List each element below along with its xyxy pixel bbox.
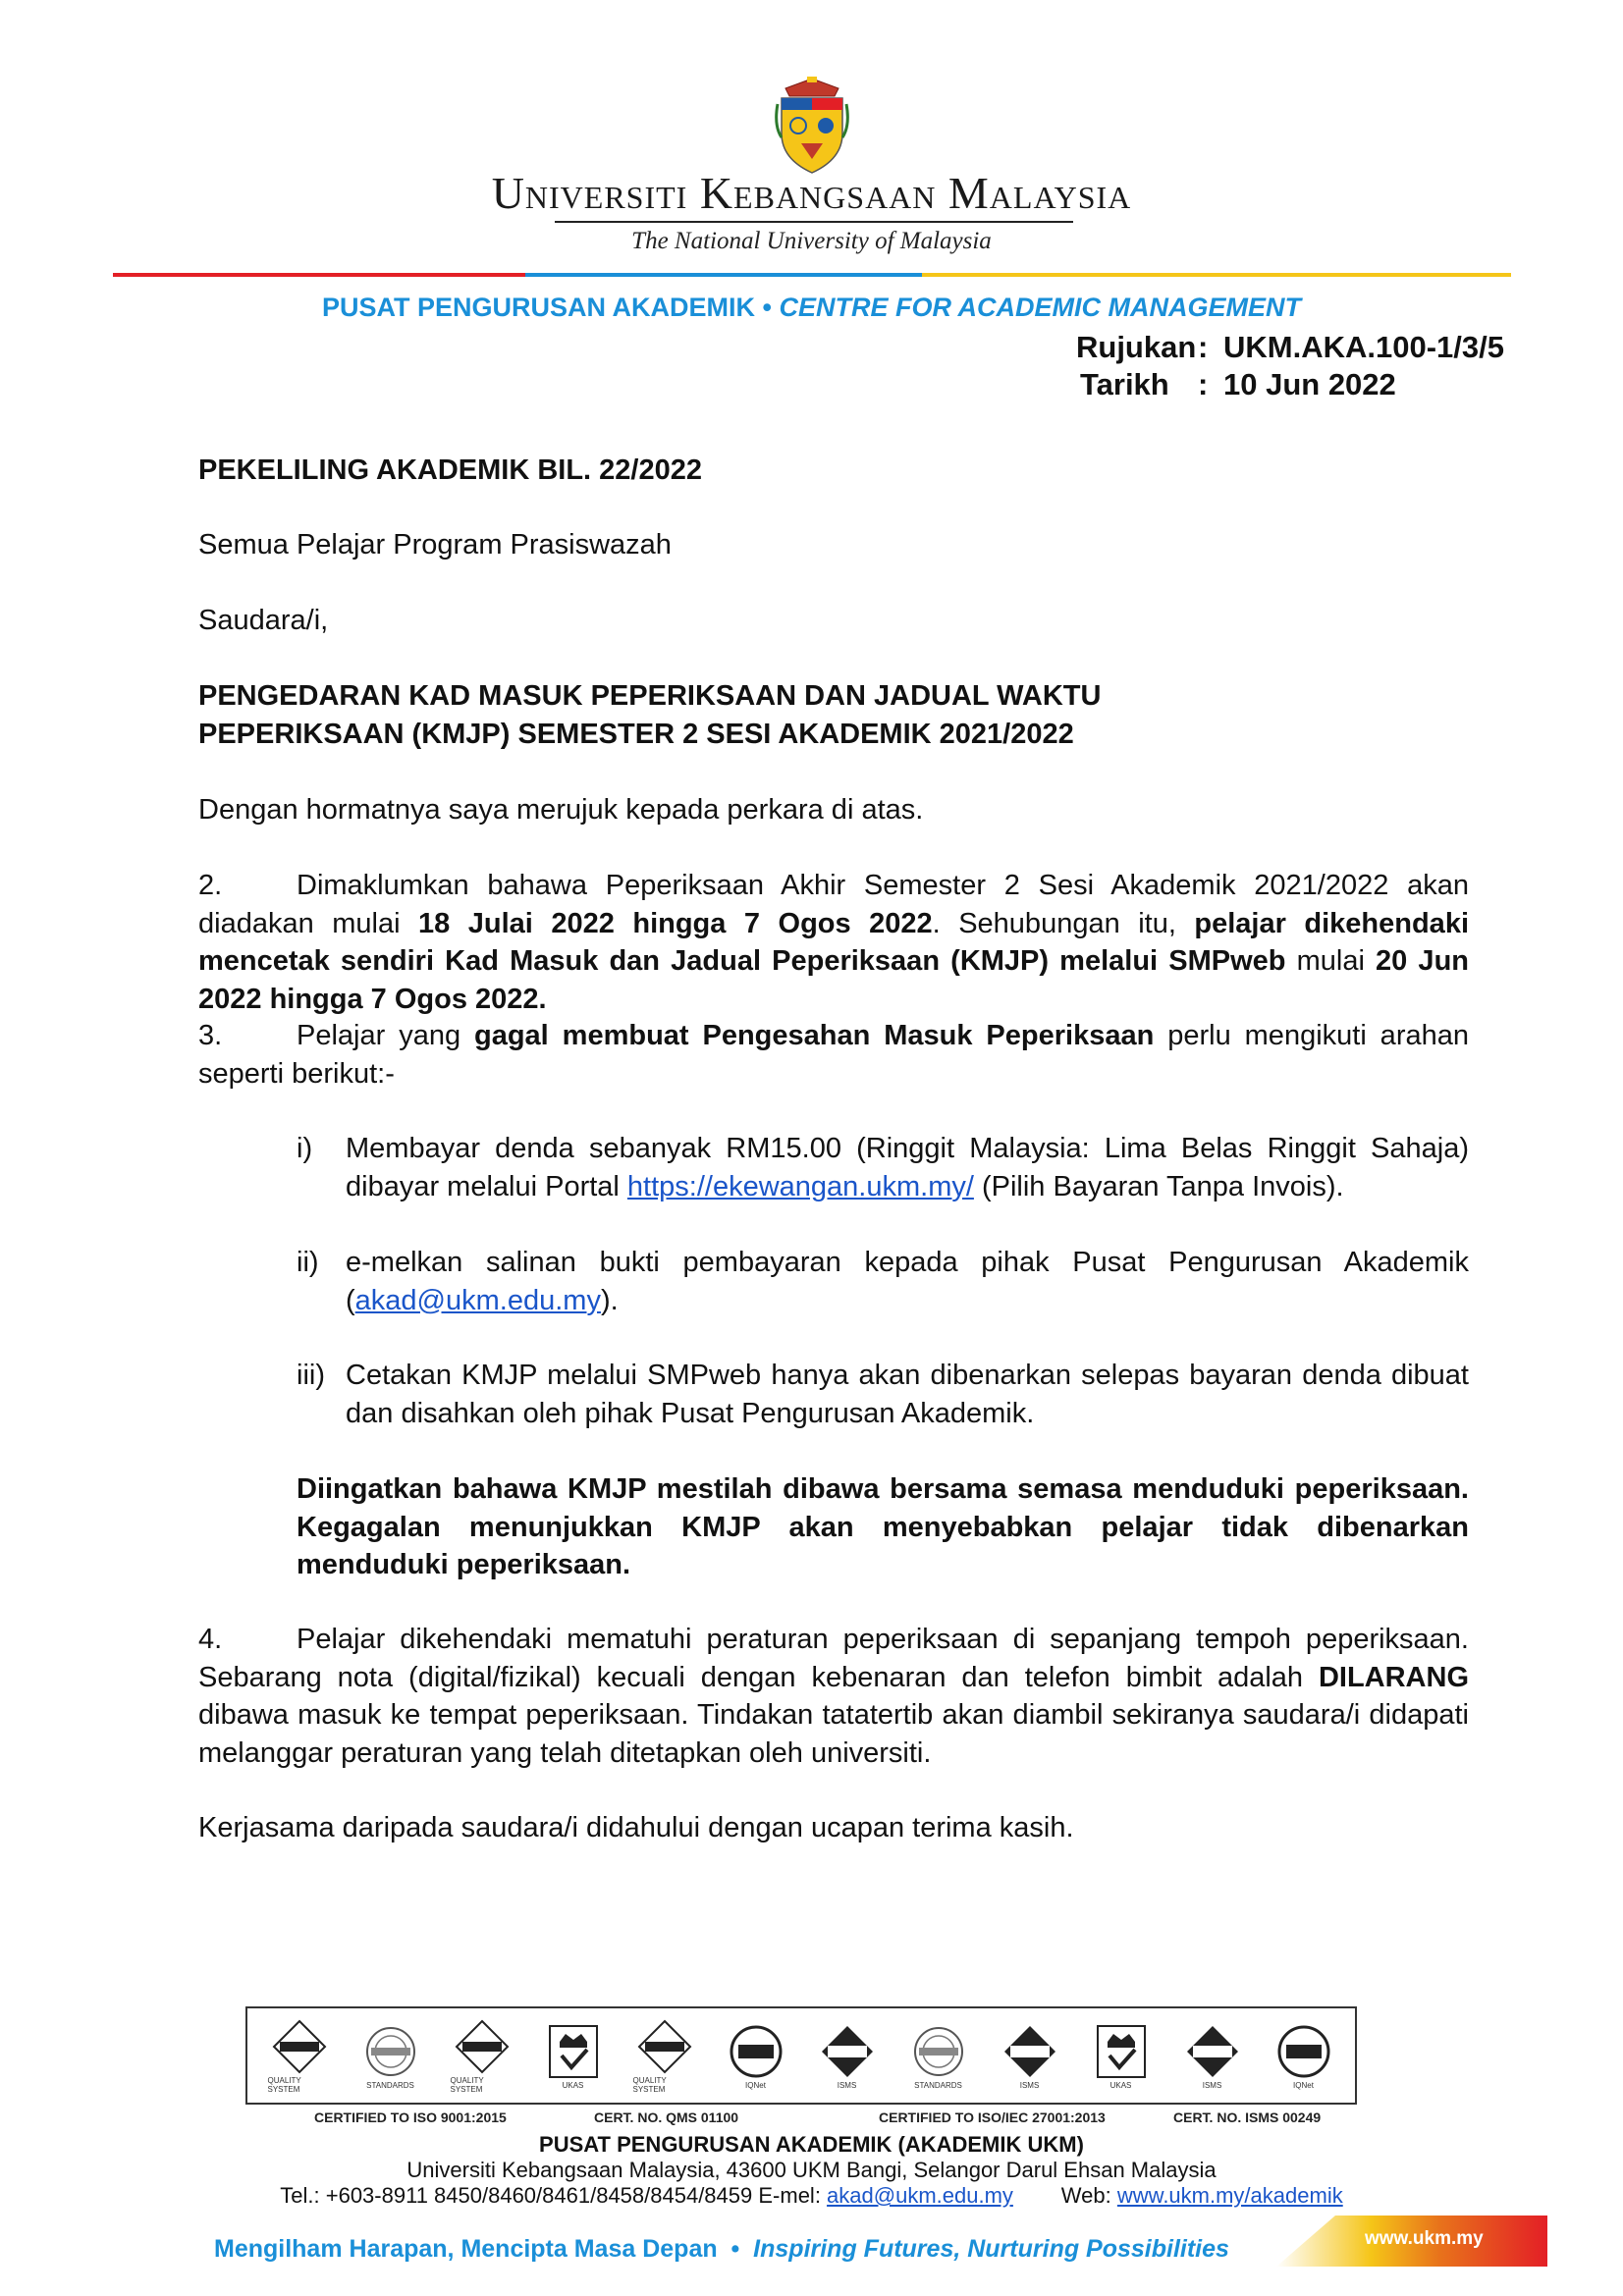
paragraph-text: perlu mengikuti arahan seperti berikut:- [198, 1020, 1469, 1090]
certification-strip [245, 2006, 1357, 2105]
paragraph-text: Pelajar yang [297, 1020, 474, 1051]
cert-label: CERTIFIED TO ISO/IEC 27001:2013 [879, 2109, 1106, 2125]
slogan-separator: • [717, 2235, 754, 2263]
list-item [297, 1130, 1469, 1205]
slogan-ms: Mengilham Harapan, Mencipta Masa Depan [214, 2235, 718, 2263]
paragraph-number: 4. [198, 1624, 223, 1655]
standards-seal-icon [359, 2017, 422, 2094]
reference-block [1076, 329, 1504, 403]
list-item-marker: iii) [297, 1360, 325, 1391]
cert-logo-label: QUALITY SYSTEM [450, 2076, 484, 2094]
footer-email-link[interactable]: akad@ukm.edu.my [827, 2183, 1013, 2208]
paragraph-bold: DILARANG [1318, 1661, 1469, 1693]
footer-contact [0, 2183, 1623, 2209]
department-separator: • [755, 293, 780, 322]
paragraph-text: mulai [1285, 945, 1377, 977]
list-item-text: ). [600, 1284, 619, 1316]
header-underline [555, 221, 1073, 223]
footer-tel: Tel.: +603-8911 8450/8460/8461/8458/8454/8459 E-mel: [280, 2183, 828, 2208]
color-bar-yellow [922, 273, 1511, 277]
cert-label: CERT. NO. ISMS 00249 [1173, 2109, 1322, 2125]
cert-label: CERT. NO. QMS 01100 [594, 2109, 739, 2125]
paragraph-bold: 18 Julai 2022 hingga 7 Ogos 2022 [418, 907, 933, 939]
footer-web-link[interactable]: www.ukm.my/akademik [1116, 2183, 1343, 2208]
paragraph-bold: 20 Jun 2022 hingga 7 Ogos 2022. [198, 945, 1469, 1015]
header-color-bar [113, 273, 1511, 277]
subject [198, 677, 1469, 753]
akad-email-link[interactable]: akad@ukm.edu.my [354, 1284, 601, 1316]
cert-logo-label: QUALITY SYSTEM [632, 2076, 667, 2094]
list-item-text: e-melkan salinan bukti pembayaran kepada pihak Pusat Pengurusan Akademik ( [346, 1247, 1469, 1316]
paragraph-text: . Sehubungan itu, [932, 907, 1195, 939]
date-label: Tarikh [1080, 367, 1169, 401]
paragraph-2 [198, 867, 1469, 1018]
subject-line-1: PENGEDARAN KAD MASUK PEPERIKSAAN DAN JADUAL WAKTU [198, 680, 1102, 712]
paragraph-number: 3. [198, 1020, 223, 1051]
paragraph-text: dibawa masuk ke tempat peperiksaan. Tindakan tatatertib akan diambil sekiranya saudara/i didapati melanggar peraturan yang telah ditetapkan oleh universiti. [198, 1699, 1469, 1769]
quality-system-icon [633, 2017, 696, 2094]
cert-logo-label: QUALITY SYSTEM [267, 2076, 301, 2094]
quality-system-icon [268, 2017, 331, 2094]
web-badge-text[interactable]: www.ukm.my [1365, 2228, 1484, 2249]
paragraph-bold: gagal membuat Pengesahan Masuk Peperiksaan [474, 1020, 1155, 1051]
paragraph-text: Pelajar dikehendaki mematuhi peraturan peperiksaan di sepanjang tempoh peperiksaan. Sebarang nota (digital/fizikal) kecuali dengan kebenaran dan telefon bimbit adalah [198, 1624, 1469, 1693]
ekewangan-portal-link[interactable]: https://ekewangan.ukm.my/ [626, 1170, 974, 1202]
list-item-text: Cetakan KMJP melalui SMPweb hanya akan dibenarkan selepas bayaran denda dibuat dan disahkan oleh pihak Pusat Pengurusan Akademik. [346, 1360, 1469, 1429]
iqnet-icon [725, 2017, 787, 2094]
cert-logo-label: IQNet [745, 2080, 766, 2090]
slogan [214, 2235, 1229, 2264]
footer-office-title: PUSAT PENGURUSAN AKADEMIK (AKADEMIK UKM) [539, 2132, 1084, 2157]
closing-sentence: Kerjasama daripada saudara/i didahului dengan ucapan terima kasih. [198, 1812, 1074, 1843]
reference-value: UKM.AKA.100-1/3/5 [1223, 330, 1504, 364]
cert-logo-label: UKAS [562, 2080, 584, 2090]
ukas-crown-icon [1090, 2017, 1153, 2094]
department-line [0, 293, 1623, 323]
list-item-marker: i) [297, 1133, 313, 1164]
isms-icon [999, 2017, 1061, 2094]
circular-title: PEKELILING AKADEMIK BIL. 22/2022 [198, 454, 702, 486]
ukm-crest-logo [772, 77, 852, 175]
paragraph-text: Dimaklumkan bahawa Peperiksaan Akhir Semester 2 Sesi Akademik 2021/2022 akan diadakan mulai [198, 870, 1469, 939]
department-en: CENTRE FOR ACADEMIC MANAGEMENT [779, 293, 1301, 322]
university-tagline: The National University of Malaysia [631, 228, 992, 254]
opening-sentence: Dengan hormatnya saya merujuk kepada perkara di atas. [198, 794, 924, 826]
quality-system-icon [451, 2017, 514, 2094]
standards-seal-icon [907, 2017, 970, 2094]
cert-logo-label: ISMS [1202, 2080, 1222, 2090]
reference-separator: : [1198, 330, 1209, 364]
footer-address: Universiti Kebangsaan Malaysia, 43600 UKM Bangi, Selangor Darul Ehsan Malaysia [406, 2158, 1217, 2182]
cert-logo-label: STANDARDS [914, 2080, 962, 2090]
university-name: Universiti Kebangsaan Malaysia [491, 168, 1132, 218]
paragraph-3 [198, 1017, 1469, 1093]
color-bar-blue [525, 273, 922, 277]
color-bar-red [113, 273, 525, 277]
paragraph-4 [198, 1621, 1469, 1772]
date-separator: : [1198, 367, 1209, 401]
date-value: 10 Jun 2022 [1223, 367, 1396, 401]
cert-logo-label: STANDARDS [366, 2080, 414, 2090]
isms-icon [1181, 2017, 1244, 2094]
iqnet-icon [1272, 2017, 1335, 2094]
slogan-en: Inspiring Futures, Nurturing Possibilities [753, 2235, 1229, 2263]
cert-logo-label: ISMS [1019, 2080, 1040, 2090]
subject-line-2: PEPERIKSAAN (KMJP) SEMESTER 2 SESI AKADEMIK 2021/2022 [198, 718, 1074, 750]
paragraph-bold: pelajar dikehendaki mencetak sendiri Kad Masuk dan Jadual Peperiksaan (KMJP) melalui SMPweb [198, 907, 1469, 977]
department-ms: PUSAT PENGURUSAN AKADEMIK [322, 293, 756, 322]
reference-label: Rujukan [1076, 330, 1197, 364]
list-item-marker: ii) [297, 1247, 319, 1278]
reference-row [1076, 329, 1504, 366]
list-item [297, 1244, 1469, 1319]
cert-logo-label: UKAS [1109, 2080, 1132, 2090]
salutation: Saudara/i, [198, 605, 329, 636]
certification-labels [245, 2109, 1357, 2129]
list-item-text: Membayar denda sebanyak RM15.00 (Ringgit Malaysia: Lima Belas Ringgit Sahaja) dibayar melalui Portal [346, 1133, 1469, 1202]
date-row [1076, 366, 1504, 403]
reminder-notice: Diingatkan bahawa KMJP mestilah dibawa bersama semasa menduduki peperiksaan. Kegagalan menunjukkan KMJP akan menyebabkan pelajar tidak dibenarkan menduduki peperiksaan. [297, 1473, 1469, 1580]
cert-logo-label: ISMS [837, 2080, 857, 2090]
cert-label: CERTIFIED TO ISO 9001:2015 [314, 2109, 507, 2125]
cert-logo-label: IQNet [1293, 2080, 1314, 2090]
list-item [297, 1357, 1469, 1432]
list-item-text: (Pilih Bayaran Tanpa Invois). [973, 1170, 1344, 1202]
footer-web-label: Web: [1012, 2183, 1117, 2208]
recipient: Semua Pelajar Program Prasiswazah [198, 529, 672, 561]
isms-icon [816, 2017, 879, 2094]
paragraph-number: 2. [198, 870, 223, 901]
ukas-crown-icon [542, 2017, 605, 2094]
